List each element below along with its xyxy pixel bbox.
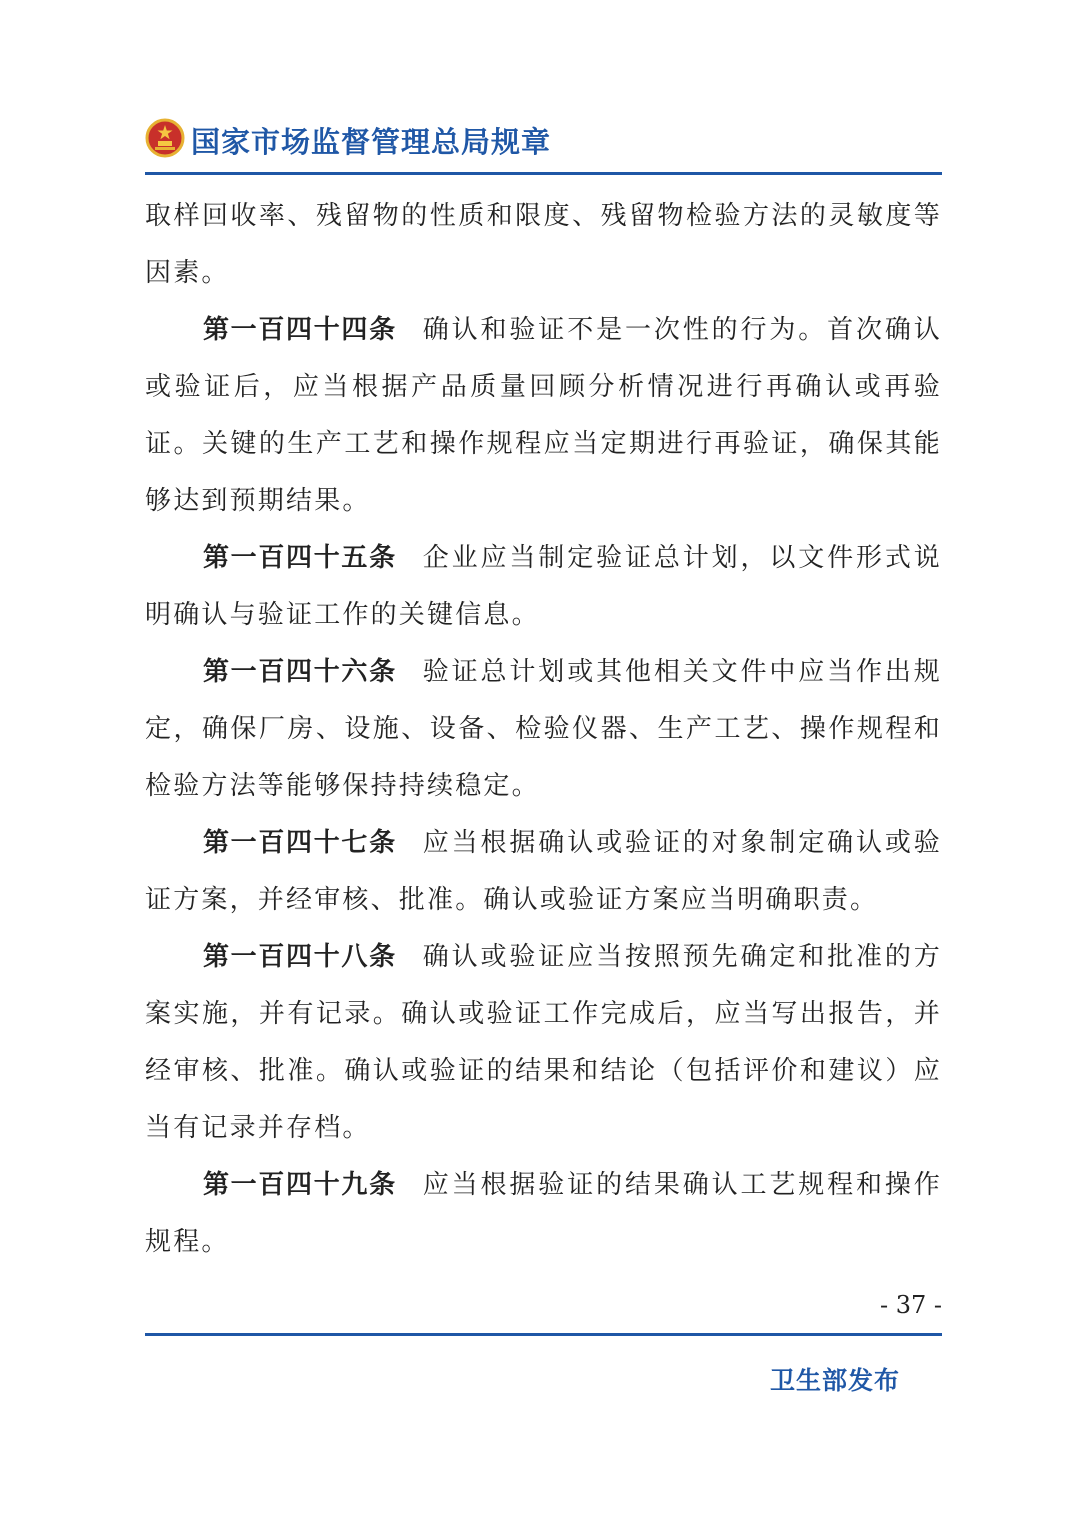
article-number: 第一百四十六条 [203, 657, 397, 687]
article-text: 确认或验证应当按照预先确定和批准的方案实施，并有记录。确认或验证工作完成后，应当写出报告，并经审核、批准。确认或验证的结果和结论（包括评价和建议）应当有记录并存档。 [145, 942, 942, 1143]
publisher-label: 卫生部发布 [770, 1366, 901, 1395]
article-paragraph [145, 530, 942, 644]
national-emblem-icon [145, 118, 185, 158]
article-number: 第一百四十九条 [203, 1170, 397, 1200]
footer-divider [145, 1333, 942, 1336]
article-paragraph [145, 644, 942, 815]
document-body [145, 188, 942, 1271]
article-paragraph [145, 815, 942, 929]
article-paragraph [145, 1157, 942, 1271]
page-header [145, 112, 942, 172]
article-paragraph [145, 302, 942, 530]
article-paragraph [145, 929, 942, 1157]
page-number: - 37 - [879, 1291, 942, 1319]
article-text: 确认和验证不是一次性的行为。首次确认或验证后，应当根据产品质量回顾分析情况进行再确认或再验证。关键的生产工艺和操作规程应当定期进行再验证，确保其能够达到预期结果。 [145, 315, 942, 516]
header-divider [145, 172, 942, 175]
article-number: 第一百四十四条 [203, 315, 397, 345]
article-text: 应当根据确认或验证的对象制定确认或验证方案，并经审核、批准。确认或验证方案应当明确职责。 [145, 828, 942, 915]
article-text: 验证总计划或其他相关文件中应当作出规定，确保厂房、设施、设备、检验仪器、生产工艺、操作规程和检验方法等能够保持持续稳定。 [145, 657, 942, 801]
article-number: 第一百四十五条 [203, 543, 397, 573]
header-title: 国家市场监督管理总局规章 [191, 125, 552, 159]
article-text: 企业应当制定验证总计划，以文件形式说明确认与验证工作的关键信息。 [145, 543, 942, 630]
article-text: 应当根据验证的结果确认工艺规程和操作规程。 [145, 1170, 942, 1257]
article-number: 第一百四十八条 [203, 942, 397, 972]
article-number: 第一百四十七条 [203, 828, 397, 858]
continuation-paragraph: 取样回收率、残留物的性质和限度、残留物检验方法的灵敏度等因素。 [145, 201, 942, 288]
